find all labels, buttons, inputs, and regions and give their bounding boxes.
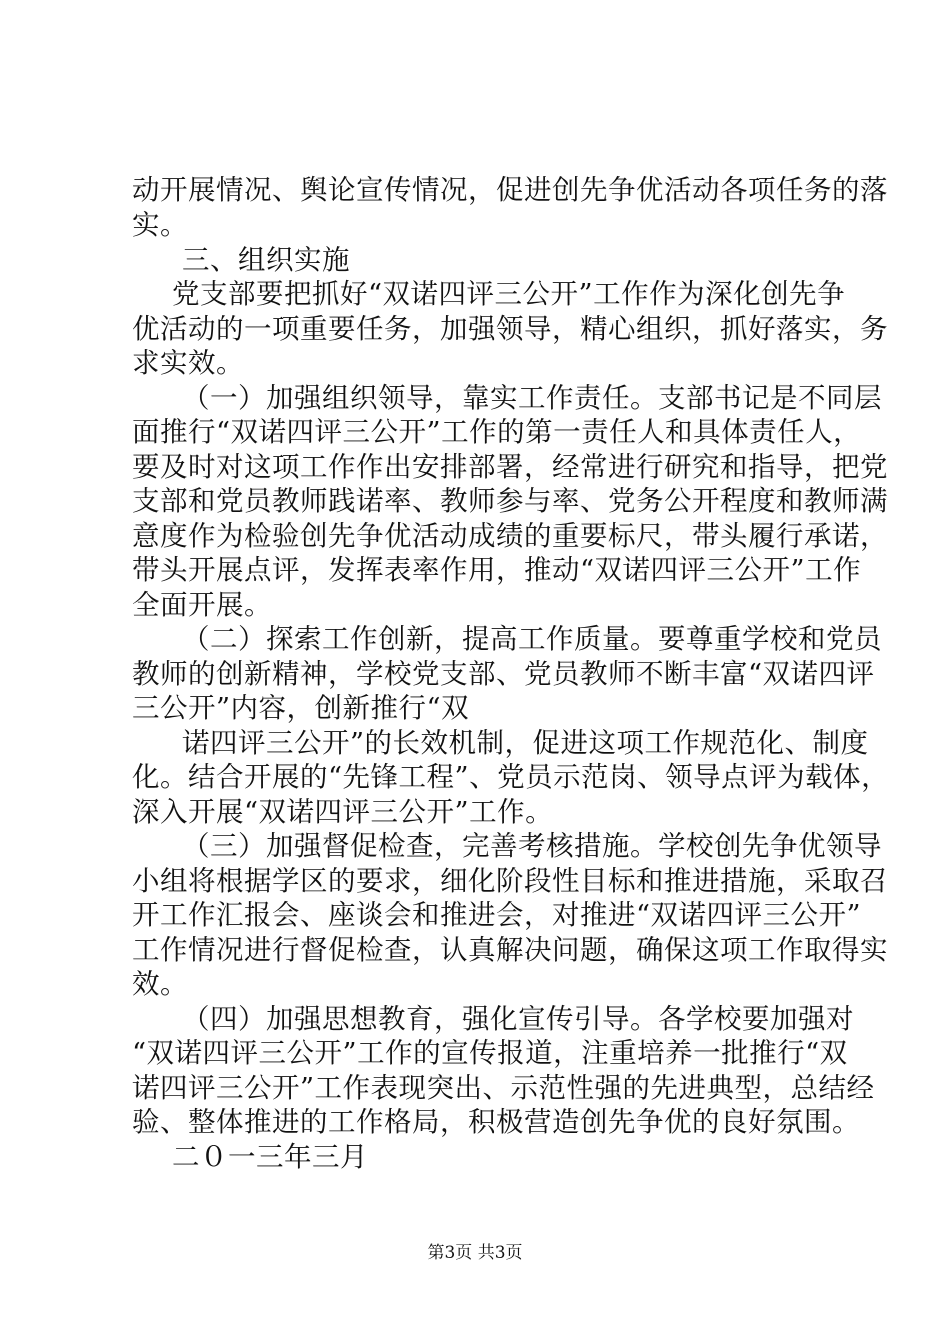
text-line: 动开展情况、舆论宣传情况，促进创先争优活动各项任务的落 [132, 174, 888, 206]
text-line: 工作情况进行督促检查，认真解决问题，确保这项工作取得实 [132, 934, 888, 966]
text-line: 求实效。 [132, 347, 244, 379]
text-line: （四）加强思想教育，强化宣传引导。各学校要加强对 [182, 1003, 854, 1035]
text-line: 深入开展“双诺四评三公开”工作。 [132, 796, 554, 828]
text-line: 诺四评三公开”的长效机制，促进这项工作规范化、制度 [182, 727, 869, 759]
text-line: “双诺四评三公开”工作的宣传报道，注重培养一批推行“双 [132, 1037, 848, 1069]
text-line: （三）加强督促检查，完善考核措施。学校创先争优领导 [182, 830, 882, 862]
page-footer: 第3页 共3页 [427, 1243, 523, 1263]
text-line: 意度作为检验创先争优活动成绩的重要标尺，带头履行承诺， [132, 520, 888, 552]
text-line: 实。 [132, 209, 188, 241]
text-line: 化。结合开展的“先锋工程”、党员示范岗、领导点评为载体， [132, 761, 890, 793]
text-line: （二）探索工作创新，提高工作质量。要尊重学校和党员 [182, 623, 882, 655]
text-line: 教师的创新精神，学校党支部、党员教师不断丰富“双诺四评 [132, 658, 875, 690]
text-line: 党支部要把抓好“双诺四评三公开”工作作为深化创先争 [172, 278, 846, 310]
text-line: （一）加强组织领导，靠实工作责任。支部书记是不同层 [182, 382, 882, 414]
text-line: 面推行“双诺四评三公开”工作的第一责任人和具体责任人， [132, 416, 862, 448]
section-heading: 三、组织实施 [182, 244, 350, 276]
text-line: 开工作汇报会、座谈会和推进会，对推进“双诺四评三公开” [132, 899, 862, 931]
text-line: 优活动的一项重要任务，加强领导，精心组织，抓好落实，务 [132, 313, 888, 345]
text-line: 小组将根据学区的要求，细化阶段性目标和推进措施，采取召 [132, 865, 888, 897]
date-line: 二０一三年三月 [172, 1141, 368, 1173]
text-line: 带头开展点评，发挥表率作用，推动“双诺四评三公开”工作 [132, 554, 862, 586]
text-line: 支部和党员教师践诺率、教师参与率、党务公开程度和教师满 [132, 485, 888, 517]
text-line: 诺四评三公开”工作表现突出、示范性强的先进典型，总结经 [132, 1072, 875, 1104]
text-line: 要及时对这项工作作出安排部署，经常进行研究和指导，把党 [132, 451, 888, 483]
text-line: 三公开”内容，创新推行“双 [132, 692, 470, 724]
text-line: 全面开展。 [132, 589, 272, 621]
text-line: 效。 [132, 968, 188, 1000]
text-line: 验、整体推进的工作格局，积极营造创先争优的良好氛围。 [132, 1106, 860, 1138]
